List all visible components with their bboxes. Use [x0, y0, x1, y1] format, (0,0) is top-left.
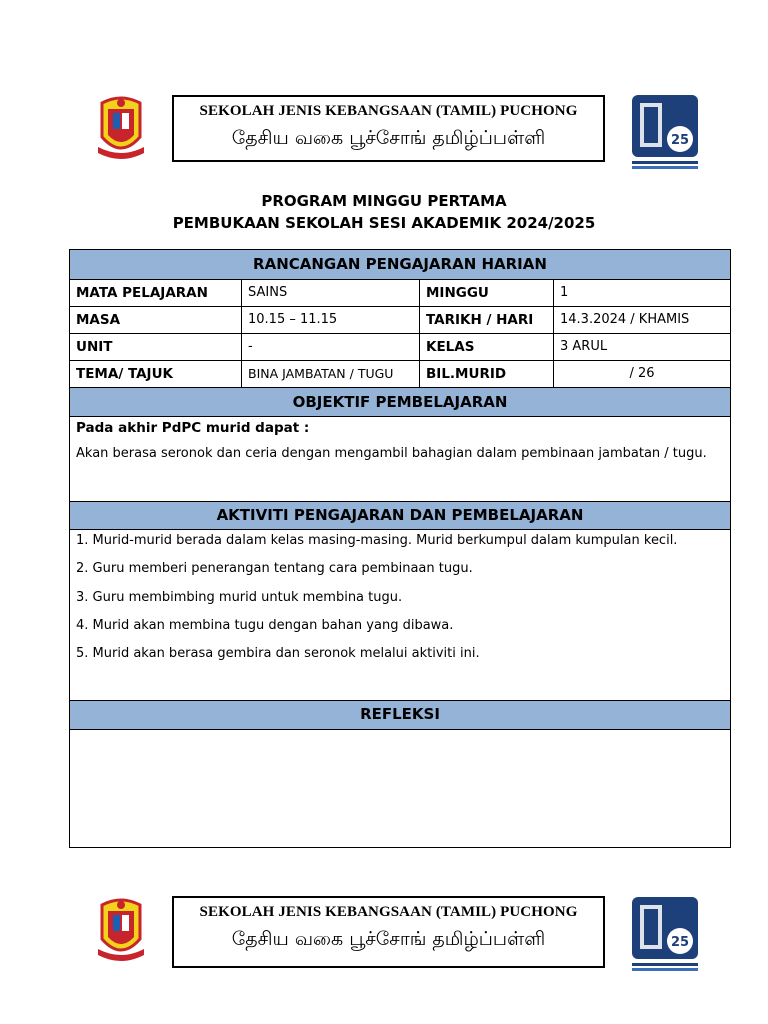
info-value: 3 ARUL [560, 339, 608, 354]
info-row [70, 307, 730, 334]
list-item: 2. Guru memberi penerangan tentang cara pembinaan tugu. [76, 561, 473, 576]
list-item: 4. Murid akan membina tugu dengan bahan yang dibawa. [76, 618, 454, 633]
refleksi-body [70, 730, 730, 847]
25-years-logo-icon [630, 895, 700, 973]
info-label: MATA PELAJARAN [70, 280, 242, 306]
objektif-intro: Pada akhir PdPC murid dapat : [76, 420, 310, 436]
list-item: 5. Murid akan berasa gembira dan seronok melalui aktiviti ini. [76, 646, 480, 661]
info-label: KELAS [420, 334, 554, 360]
aktiviti-title-row [70, 502, 730, 530]
page-header [0, 90, 768, 180]
aktiviti-body [70, 530, 730, 701]
info-label: BIL.MURID [420, 361, 554, 387]
info-row [70, 334, 730, 361]
school-crest-icon [94, 93, 148, 163]
info-value: 1 [560, 285, 569, 300]
school-name-box [172, 95, 605, 162]
info-value: 14.3.2024 / KHAMIS [560, 312, 690, 327]
school-name-ta: தேசிய வகை பூச்சோங் தமிழ்ப்பள்ளி [231, 127, 546, 149]
info-label: TARIKH / HARI [420, 307, 554, 333]
objektif-body [70, 417, 730, 502]
objektif-title-row [70, 388, 730, 417]
school-name-ta: தேசிய வகை பூச்சோங் தமிழ்ப்பள்ளி [231, 928, 546, 950]
school-crest-icon [94, 895, 148, 965]
info-value: 10.15 – 11.15 [242, 307, 420, 333]
school-name-box [172, 896, 605, 968]
program-title-line1: PROGRAM MINGGU PERTAMA [261, 192, 507, 210]
info-label: MINGGU [420, 280, 554, 306]
lesson-plan-table [69, 249, 731, 848]
school-name-en: SEKOLAH JENIS KEBANGSAAN (TAMIL) PUCHONG [199, 103, 578, 119]
school-name-en: SEKOLAH JENIS KEBANGSAAN (TAMIL) PUCHONG [199, 904, 578, 920]
refleksi-title-row [70, 701, 730, 730]
list-item: 3. Guru membimbing murid untuk membina tugu. [76, 590, 403, 605]
page-footer [0, 892, 768, 982]
objektif-title: OBJEKTIF PEMBELAJARAN [292, 393, 508, 411]
info-value: SAINS [242, 280, 420, 306]
program-title-line2: PEMBUKAAN SEKOLAH SESI AKADEMIK 2024/2025 [172, 214, 596, 232]
info-value: - [242, 334, 420, 360]
info-value: BINA JAMBATAN / TUGU [242, 361, 420, 387]
info-label: MASA [70, 307, 242, 333]
objektif-text: Akan berasa seronok dan ceria dengan mengambil bahagian dalam pembinaan jambatan / tugu. [76, 446, 707, 461]
info-label: TEMA/ TAJUK [70, 361, 242, 387]
list-item: 1. Murid-murid berada dalam kelas masing-masing. Murid berkumpul dalam kumpulan kecil. [76, 533, 678, 548]
svg-text:25: 25 [670, 133, 690, 148]
info-row [70, 280, 730, 307]
info-value: / 26 [629, 366, 655, 381]
25-years-logo-icon [630, 93, 700, 171]
refleksi-title: REFLEKSI [360, 705, 440, 723]
rph-title: RANCANGAN PENGAJARAN HARIAN [253, 255, 547, 273]
info-row [70, 361, 730, 388]
svg-text:25: 25 [670, 935, 690, 950]
rph-title-row [70, 250, 730, 280]
info-label: UNIT [70, 334, 242, 360]
aktiviti-title: AKTIVITI PENGAJARAN DAN PEMBELAJARAN [216, 506, 584, 524]
